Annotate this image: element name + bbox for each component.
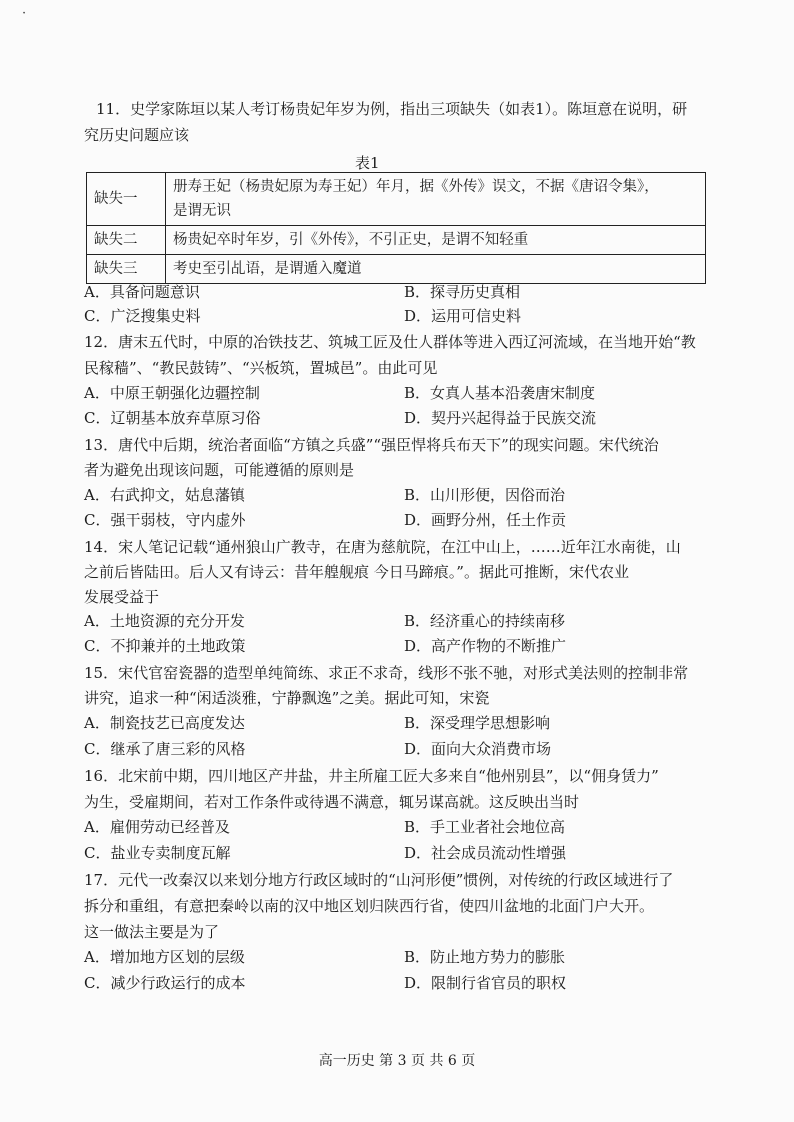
question-stem-line: 为生，受雇期间，若对工作条件或待遇不满意，辄另谋高就。这反映出当时: [84, 793, 580, 811]
question-stem-line: 11．史学家陈垣以某人考订杨贵妃年岁为例，指出三项缺失（如表1）。陈垣意在说明，研: [96, 100, 688, 118]
cell-line: 是谓无识: [173, 203, 231, 219]
table-cell-value: [166, 173, 706, 226]
corner-mark: ·: [22, 6, 27, 21]
option-a[interactable]: A．雇佣劳动已经普及: [84, 818, 230, 836]
table-1: [86, 172, 706, 284]
option-a[interactable]: A．右武抑文，姑息藩镇: [84, 486, 245, 504]
question-stem-line: 14．宋人笔记记载“通州狼山广教寺，在唐为慈航院，在江中山上，……近年江水南徙，山: [84, 538, 681, 556]
question-stem-line: 讲究，追求一种“闲适淡雅，宁静飘逸”之美。据此可知，宋瓷: [84, 689, 490, 707]
option-d[interactable]: D．运用可信史料: [404, 307, 522, 325]
question-stem-line: 15．宋代官窑瓷器的造型单纯简练、求正不求奇，线形不张不驰，对形式美法则的控制非常: [84, 664, 689, 682]
question-stem-line: 者为避免出现该问题，可能遵循的原则是: [84, 461, 355, 479]
table-row: [87, 173, 706, 226]
option-b[interactable]: B．防止地方势力的膨胀: [404, 948, 566, 966]
option-d[interactable]: D．画野分州，任土作贡: [404, 511, 567, 529]
question-stem-line: 16．北宋前中期，四川地区产井盐，井主所雇工匠大多来自“他州别县”，以“佣身赁力”: [84, 767, 659, 785]
option-a[interactable]: A．制瓷技艺已高度发达: [84, 714, 245, 732]
option-b[interactable]: B．经济重心的持续南移: [404, 612, 566, 630]
option-c[interactable]: C．广泛搜集史料: [84, 307, 201, 325]
question-stem-line: 民稼穑”、“教民鼓铸”、“兴板筑，置城邑”。由此可见: [84, 359, 438, 377]
option-c[interactable]: C．盐业专卖制度瓦解: [84, 844, 231, 862]
question-stem-line: 17．元代一改秦汉以来划分地方行政区域时的“山河形便”惯例，对传统的行政区域进行了: [84, 871, 674, 889]
question-stem-line: 12．唐末五代时，中原的冶铁技艺、筑城工匠及仕人群体等进入西辽河流域，在当地开始“教: [84, 333, 696, 351]
option-d[interactable]: D．高产作物的不断推广: [404, 637, 567, 655]
option-a[interactable]: A．具备问题意识: [84, 283, 200, 301]
question-stem-line: 之前后皆陆田。后人又有诗云：昔年艎舰痕 今日马蹄痕。”。据此可推断，宋代农业: [84, 563, 629, 581]
option-a[interactable]: A．增加地方区划的层级: [84, 948, 245, 966]
option-d[interactable]: D．契丹兴起得益于民族交流: [404, 409, 597, 427]
option-c[interactable]: C．辽朝基本放弃草原习俗: [84, 409, 261, 427]
option-d[interactable]: D．面向大众消费市场: [404, 740, 552, 758]
table-cell-key: 缺失二: [87, 226, 166, 255]
question-stem-line: 发展受益于: [84, 588, 160, 606]
option-a[interactable]: A．土地资源的充分开发: [84, 612, 245, 630]
table-cell-key: 缺失一: [87, 173, 166, 226]
option-b[interactable]: B．女真人基本沿袭唐宋制度: [404, 384, 596, 402]
option-c[interactable]: C．不抑兼并的土地政策: [84, 637, 246, 655]
option-c[interactable]: C．强干弱枝，守内虚外: [84, 511, 246, 529]
option-b[interactable]: B．深受理学思想影响: [404, 714, 551, 732]
question-stem-line: 这一做法主要是为了: [84, 923, 220, 941]
table-cell-key: 缺失三: [87, 255, 166, 284]
page-footer: 高一历史 第 3 页 共 6 页: [318, 1053, 476, 1069]
option-c[interactable]: C．继承了唐三彩的风格: [84, 740, 246, 758]
table-title: 表1: [355, 154, 380, 172]
option-b[interactable]: B．山川形便，因俗而治: [404, 486, 566, 504]
option-d[interactable]: D．社会成员流动性增强: [404, 844, 567, 862]
option-b[interactable]: B．手工业者社会地位高: [404, 818, 566, 836]
option-c[interactable]: C．减少行政运行的成本: [84, 974, 246, 992]
table-cell-value: 杨贵妃卒时年岁，引《外传》，不引正史，是谓不知轻重: [166, 226, 706, 255]
option-a[interactable]: A．中原王朝强化边疆控制: [84, 384, 260, 402]
cell-line: 册寿王妃（杨贵妃原为寿王妃）年月，据《外传》误文，不据《唐诏令集》，: [173, 179, 659, 195]
option-b[interactable]: B．探寻历史真相: [404, 283, 521, 301]
question-stem-line: 13．唐代中后期，统治者面临“方镇之兵盛”“强臣悍将兵布天下”的现实问题。宋代统治: [84, 436, 659, 454]
question-stem-line: 拆分和重组，有意把秦岭以南的汉中地区划归陕西行省，使四川盆地的北面门户大开。: [84, 897, 655, 915]
question-stem-line: 究历史问题应该: [84, 126, 190, 144]
table-cell-value: 考史至引乩语，是谓遁入魔道: [166, 255, 706, 284]
table-row: [87, 226, 706, 255]
option-d[interactable]: D．限制行省官员的职权: [404, 974, 567, 992]
